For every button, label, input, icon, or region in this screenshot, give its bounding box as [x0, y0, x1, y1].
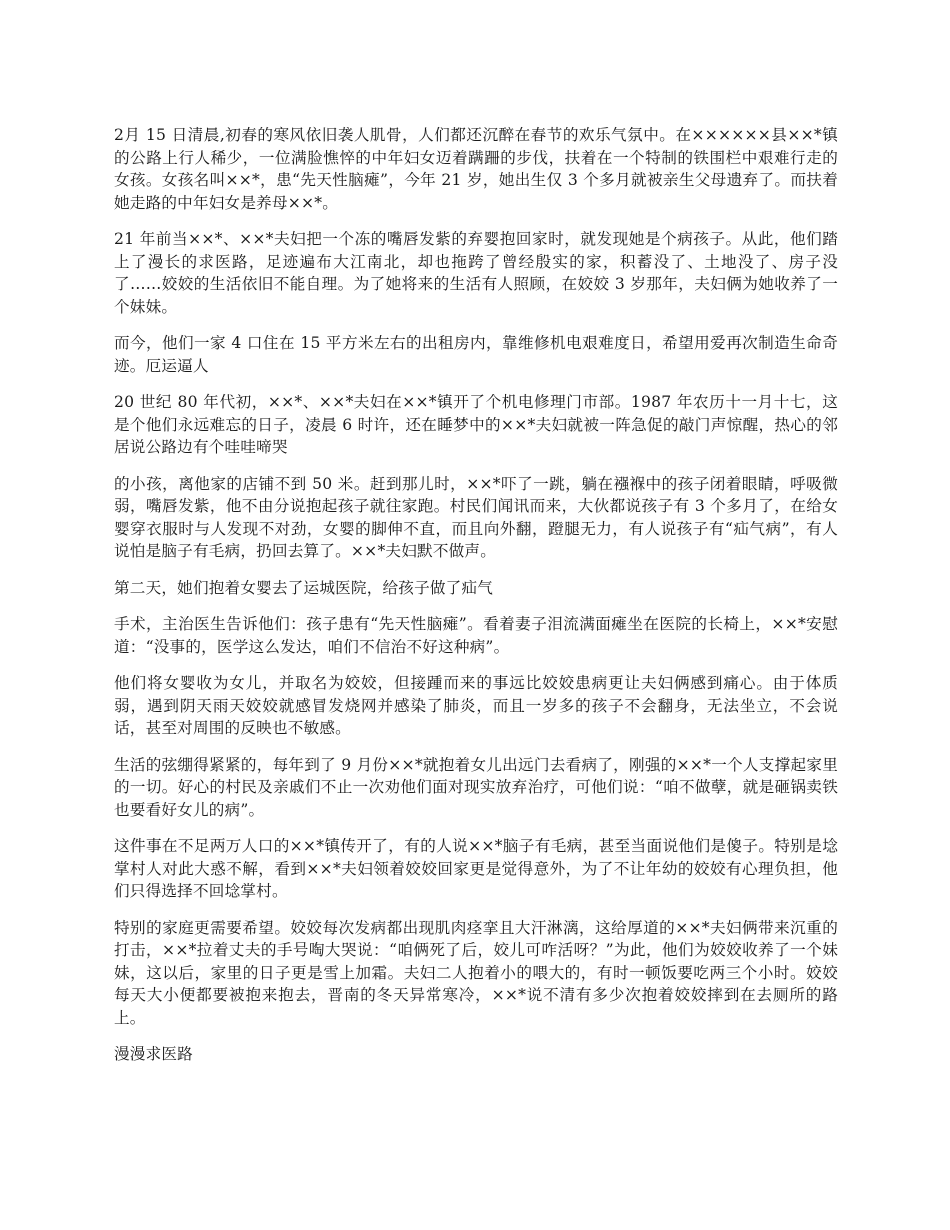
paragraph-3: 而今，他们一家 4 口住在 15 平方米左右的出租房内，靠维修机电艰难度日，希望用爱再次制造生命奇迹。厄运逼人	[114, 334, 838, 375]
paragraph-9: 生活的弦绷得紧紧的，每年到了 9 月份××*就抱着女儿出远门去看病了，刚强的××*一个人支撑起家里的一切。好心的村民及亲戚们不止一次劝他们面对现实放弃治疗，可他们说：“咱不做孽，就是砸锅卖铁也要看好女儿的病”。	[114, 755, 838, 819]
paragraph-5: 的小孩，离他家的店铺不到 50 米。赶到那儿时，××*吓了一跳，躺在襁褓中的孩子闭着眼睛，呼吸微弱，嘴唇发紫，他不由分说抱起孩子就往家跑。村民们闻讯而来，大伙都说孩子有 3 个多月了，在给女婴穿衣服时与人发现不对劲，女婴的脚伸不直，而且向外翻，蹬腿无力，有人说孩子有“疝气病”，有人说怕是脑子有毛病，扔回去算了。××*夫妇默不做声。	[114, 474, 838, 560]
paragraph-7: 手术，主治医生告诉他们：孩子患有“先天性脑瘫”。看着妻子泪流满面瘫坐在医院的长椅上，××*安慰道：“没事的，医学这么发达，咱们不信治不好这种病”。	[114, 615, 838, 656]
paragraph-10: 这件事在不足两万人口的××*镇传开了，有的人说××*脑子有毛病，甚至当面说他们是傻子。特别是埝掌村人对此大惑不解，看到××*夫妇领着姣姣回家更是觉得意外，为了不让年幼的姣姣有心理负担，他们只得选择不回埝掌村。	[114, 837, 838, 900]
paragraph-2: 21 年前当××*、××*夫妇把一个冻的嘴唇发紫的弃婴抱回家时，就发现她是个病孩子。从此，他们踏上了漫长的求医路，足迹遍布大江南北，却也拖跨了曾经殷实的家，积蓄没了、土地没了、房子没了……姣姣的生活依旧不能自理。为了她将来的生活有人照顾，在姣姣 3 岁那年，夫妇俩为她收养了一个妹妹。	[114, 230, 838, 316]
document-page	[114, 124, 838, 1080]
paragraph-4: 20 世纪 80 年代初，××*、××*夫妇在××*镇开了个机电修理门市部。1987 年农历十一月十七，这是个他们永远难忘的日子，凌晨 6 时许，还在睡梦中的××*夫妇就被一阵急促的敲门声惊醒，热心的邻居说公路边有个哇哇啼哭	[114, 393, 838, 456]
paragraph-1: 2月 15 日清晨,初春的寒风依旧袭人肌骨，人们都还沉醉在春节的欢乐气氛中。在××××××县××*镇的公路上行人稀少，一位满脸憔悴的中年妇女迈着蹒跚的步伐，扶着在一个特制的铁围栏中艰难行走的女孩。女孩名叫××*，患“先天性脑瘫”，今年 21 岁，她出生仅 3 个多月就被亲生父母遗弃了。而扶着她走路的中年妇女是养母××*。	[114, 126, 838, 212]
paragraph-6: 第二天，她们抱着女婴去了运城医院，给孩子做了疝气	[114, 578, 494, 597]
paragraph-8: 他们将女婴收为女儿，并取名为姣姣，但接踵而来的事远比姣姣患病更让夫妇俩感到痛心。由于体质弱，遇到阴天雨天姣姣就感冒发烧网并感染了肺炎，而且一岁多的孩子不会翻身，无法坐立，不会说话，甚至对周围的反映也不敏感。	[114, 674, 838, 737]
paragraph-11: 特别的家庭更需要希望。姣姣每次发病都出现肌肉痉挛且大汗淋漓，这给厚道的××*夫妇俩带来沉重的打击，××*拉着丈夫的手号啕大哭说：“咱俩死了后，姣儿可咋活呀？”为此，他们为姣姣收养了一个妹妹，这以后，家里的日子更是雪上加霜。夫妇二人抱着小的喂大的，有时一顿饭要吃两三个小时。姣姣每天大小便都要被抱来抱去，晋南的冬天异常寒冷，××*说不清有多少次抱着姣姣摔到在去厕所的路上。	[114, 918, 838, 1027]
section-heading: 漫漫求医路	[114, 1045, 193, 1063]
